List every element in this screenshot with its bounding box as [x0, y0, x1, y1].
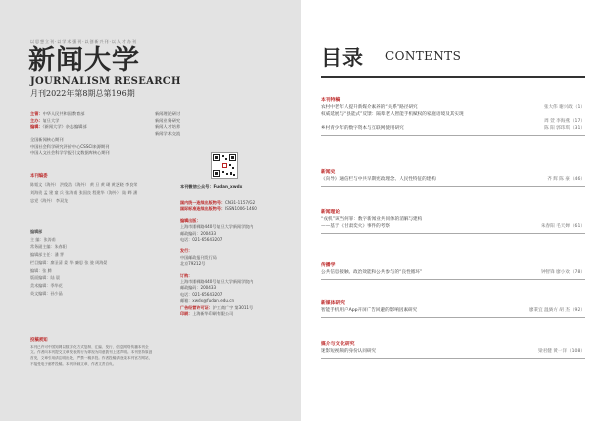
masthead-motto: 以思想立刊·以学术强刊·以创新兴刊·以人才办刊: [30, 39, 137, 44]
staff-row: 主 编：张涛甫: [30, 236, 56, 242]
detail-value: 电话：021-65643207: [180, 291, 223, 297]
index-block: [30, 137, 110, 157]
editorial-board: [30, 174, 140, 206]
qr-caption: 本刊微信公众号：Fudan_xwdx: [180, 184, 243, 189]
detail-value: 北京79212号: [180, 261, 206, 267]
staff-row: 栏目编辑：廖圣清 姜 华 廉思 张 骏 周海晏: [30, 259, 108, 265]
toc-entry-author-page: 朱春阳 毛天婵（61）: [540, 224, 585, 229]
toc-section: [321, 169, 585, 187]
detail-label: 编辑出版：: [180, 217, 201, 223]
detail-value: ISSN1006-1460: [225, 206, 257, 212]
board-names: 陈韬文（海外） 洪俊浩（海外） 黄 旦 黄 瑚 黄芝晓 李良荣 刘海贵 孟 建 童 兵 张涛甫 张国良 程建华（海外） 陆 晔 潘忠党（海外） 李双龙: [30, 181, 138, 204]
column-item: 新闻人才培养: [155, 124, 181, 130]
detail-label: 发行：: [180, 248, 193, 254]
column-item: 新闻业务研究: [155, 117, 181, 123]
toc-entry[interactable]: [321, 348, 585, 355]
editorial-staff: [30, 229, 107, 298]
staff-row: 英文编辑：孙少晶: [30, 291, 63, 297]
journal-logo-cn: 新闻大学: [28, 45, 140, 76]
toc-entry[interactable]: [321, 125, 585, 132]
section-divider: [321, 279, 585, 280]
detail-value: 邮箱：xwdx@fudan.edu.cn: [180, 298, 235, 304]
detail-label: 订购：: [180, 272, 193, 278]
toc-entry-title: ——基于《甘肃奕火》事件的考察: [321, 224, 390, 229]
index-line: 全国新闻核心期刊: [30, 137, 64, 142]
toc-entry-author-page: 廖秉宜 温旖方 胡 杰（92）: [528, 308, 585, 313]
detail-label: 国际标准连续出版物号：: [180, 206, 226, 212]
staff-row: 编辑：张 腾: [30, 267, 52, 273]
toc-title: 目录: [321, 45, 363, 70]
toc-section-heading: 媒介与文化研究: [321, 342, 355, 347]
index-line: 中国人文社会科学学报引文数据库核心期刊: [30, 150, 110, 156]
toc-entry[interactable]: [321, 104, 585, 111]
toc-entry[interactable]: [321, 223, 585, 230]
column-list: [155, 111, 180, 137]
wechat-qr-code: [211, 152, 238, 179]
toc-entry[interactable]: [321, 111, 585, 118]
toc-entry[interactable]: [321, 118, 585, 125]
journal-logo-en: JOURNALISM RESEARCH: [30, 76, 181, 87]
staff-row: 常务副主编：朱春阳: [30, 244, 67, 250]
toc-section-heading: 新闻理论: [321, 210, 341, 215]
board-title: 本刊编委: [30, 174, 48, 179]
detail-value: 中国邮政报刊发行局: [180, 254, 217, 260]
toc-entry-author-page: 周 萱 李海燕（17）: [544, 119, 585, 124]
issue-line: 月刊2022年第8期总第196期: [30, 89, 135, 98]
toc-entry[interactable]: [321, 176, 585, 183]
toc-section: [321, 97, 585, 136]
toc-section-heading: 新媒体研究: [321, 301, 345, 306]
detail-label: 国内统一连续出版物号：: [180, 200, 226, 205]
detail-value: CN31-1157/G2: [225, 200, 256, 205]
column-item: 新闻学术交流: [155, 130, 181, 136]
toc-entry-title: 乡村青少年的数字资本与互联网使用研究: [321, 126, 404, 131]
host-value: 复旦大学: [42, 117, 60, 123]
toc-section: [321, 300, 585, 318]
toc-entry-title: 权威延展与“县能式”反馈：隔辈老人智能手机赋权的家庭语境及其实现: [321, 112, 464, 117]
note-title: 投稿须知: [30, 338, 48, 343]
section-divider: [321, 186, 585, 187]
toc-section-heading: 传播学: [321, 263, 336, 268]
toc-entry-title: 《向导》通信栏与中共早期宪政理念、人民性特征的建构: [321, 177, 436, 182]
editor-label: 编辑：: [30, 124, 43, 130]
submission-note: [30, 338, 154, 368]
toc-entry-title: 智能手机用户App开屏广告回避的影响因素研究: [321, 308, 418, 313]
detail-value: 上海新华印刷有限公司: [192, 311, 234, 317]
toc-entry-title: 农村中老年人提升新媒介素养的“关系”路径研究: [321, 105, 418, 110]
detail-value: 沪工商广字 第3011号: [212, 304, 254, 310]
toc-entry-title: 公共信息接触、政治效能和公共参与的“良性循环”: [321, 270, 423, 275]
toc-section-heading: 本刊特稿: [321, 98, 341, 103]
staff-title: 编辑部: [30, 229, 43, 234]
detail-label: 印刷：: [180, 311, 193, 317]
detail-label: 广告经营许可证：: [180, 304, 213, 310]
detail-value: 邮政编码：200433: [180, 230, 217, 236]
column-item: 新闻理论研讨: [155, 111, 181, 116]
sponsor-value: 中华人民共和国教育部: [42, 111, 85, 116]
toc-entry-author-page: 张大伟 谢兴政（1）: [543, 105, 585, 110]
section-divider: [321, 358, 585, 359]
toc-section-heading: 新闻史: [321, 170, 336, 175]
note-text: 本刊已许可中国知网以数字化方式复制、汇编、发行、信息网络传播本刊全文。作者向本刊提交文章发表的行为即视为同意我刊上述声明。本刊坚持原创首发，文章引用请注明出处，严禁一稿多投。作者投稿请登录本刊官方网站，不接受电子邮件投稿。本刊所载文章，作者文责自负。: [30, 344, 153, 366]
toc-entry-author-page: 齐 辉 陈 豪（46）: [547, 177, 585, 182]
detail-row: [180, 311, 295, 317]
section-divider: [321, 317, 585, 318]
toc-entry-title: “戎机”该当何罪：数字新闻业共同体的消解与建构: [321, 217, 423, 222]
toc-entry-author-page: 陈 阳 郭玮琪（31）: [544, 126, 585, 131]
detail-value: 上海市邯郸路440号复旦大学新闻学院内: [180, 279, 254, 285]
section-divider: [321, 233, 585, 234]
toc-entry[interactable]: [321, 307, 585, 314]
detail-value: 电话：021-65643207: [180, 237, 223, 243]
toc-entry-author-page: 钟智锋 廖小欢（78）: [540, 270, 585, 275]
editor-value: 《新闻大学》杂志编辑部: [42, 124, 87, 130]
staff-row: 编辑部主任：潘 霁: [30, 252, 65, 258]
toc-section: [321, 341, 585, 359]
toc-entry[interactable]: [321, 216, 585, 223]
section-divider: [321, 135, 585, 136]
toc-entry-author-page: 梁君健 黄一洋（108）: [538, 349, 585, 354]
toc-entry[interactable]: [321, 269, 585, 276]
toc-entry-title: 迷影短视频的身份认同研究: [321, 349, 377, 354]
toc-section: [321, 262, 585, 280]
staff-row: 版面编辑：陆 晨: [30, 275, 60, 281]
detail-value: 上海市邯郸路440号复旦大学新闻学院内: [180, 224, 254, 230]
index-line: 中国社会科学研究评价中心CSSCI来源期刊: [30, 143, 110, 149]
detail-value: 邮政编码：200433: [180, 285, 217, 291]
publication-details: [180, 200, 295, 318]
sponsor-label: 主管：: [30, 111, 43, 116]
host-label: 主办：: [30, 117, 43, 123]
toc-divider: [321, 76, 585, 78]
toc-title-en: CONTENTS: [385, 49, 462, 63]
toc-section: [321, 209, 585, 234]
staff-row: 美术编辑：季华花: [30, 283, 63, 289]
publisher-block: [30, 111, 87, 131]
